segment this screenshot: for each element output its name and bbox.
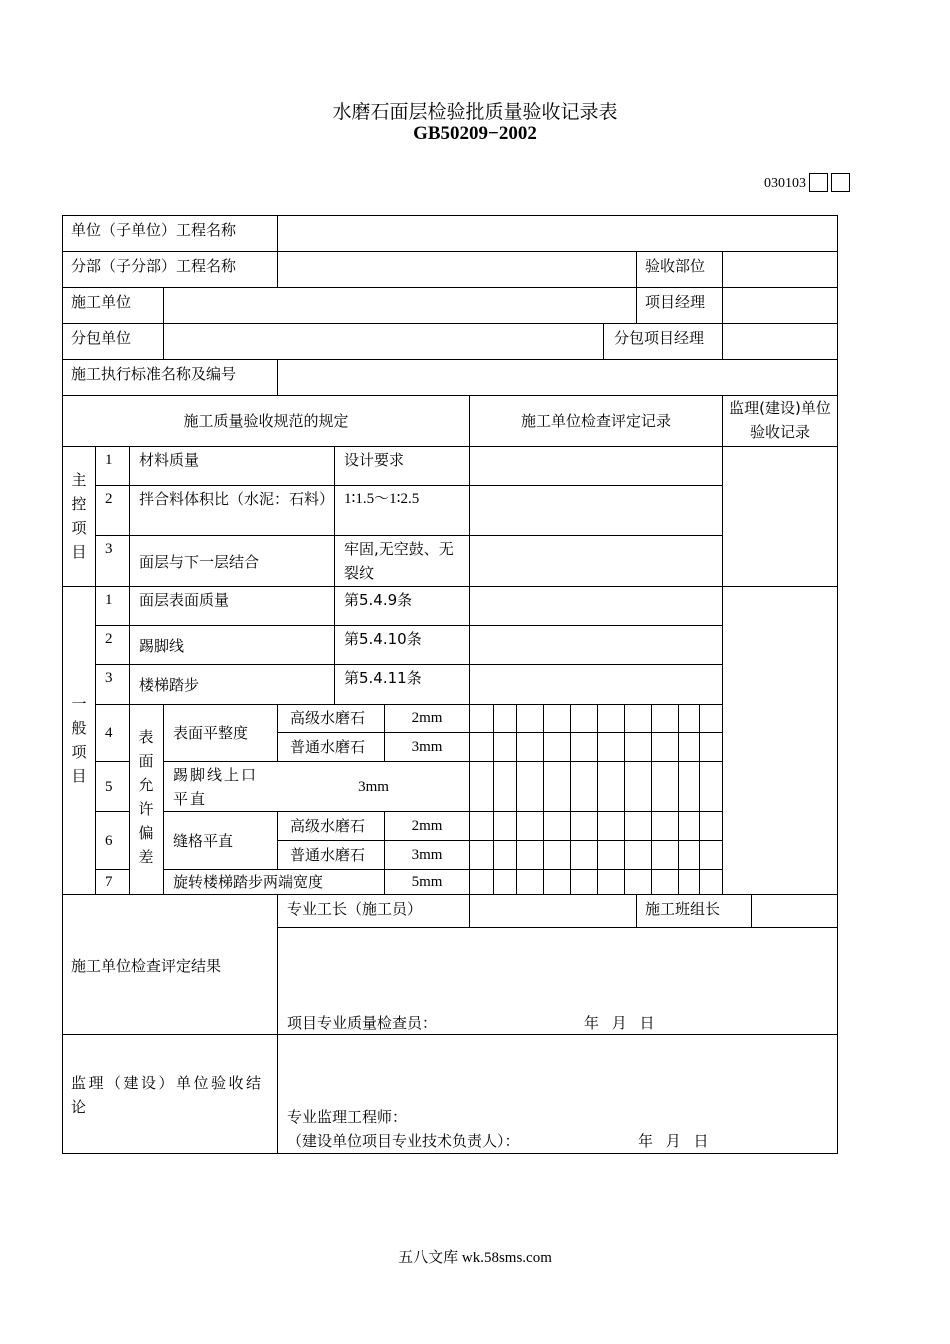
main-row-1-req: 设计要求 <box>344 451 405 469</box>
form-code-box-2[interactable] <box>831 173 850 192</box>
form-code-number: 030103 <box>764 176 806 191</box>
skirting-value: 3mm <box>358 779 389 795</box>
joint-high-grade: 高级水磨石 <box>290 817 366 835</box>
page-title: 水磨石面层检验批质量验收记录表 <box>332 101 618 123</box>
unit-project-label: 单位（子单位）工程名称 <box>71 221 237 239</box>
main-row-2-no: 2 <box>105 491 113 507</box>
main-items-group-label: 主控项目 <box>71 471 87 561</box>
flatness-normal-value: 3mm <box>411 739 443 755</box>
flatness-high-grade: 高级水磨石 <box>290 709 366 727</box>
joint-normal-value: 3mm <box>411 847 443 863</box>
main-row-2-req: 1∶1.5～1∶2.5 <box>344 491 420 507</box>
stair-width-label: 旋转楼梯踏步两端宽度 <box>173 873 324 891</box>
quality-inspector-label: 项目专业质量检查员： <box>287 1014 438 1032</box>
spec-column-header: 施工质量验收规范的规定 <box>183 412 349 430</box>
general-row-1-name: 面层表面质量 <box>139 591 230 609</box>
check-result-label: 施工单位检查评定结果 <box>71 957 222 975</box>
form-code <box>764 173 850 192</box>
acceptance-part-label: 验收部位 <box>645 257 706 275</box>
main-row-2-name: 拌合料体积比（水泥：石料） <box>139 490 335 508</box>
subcontract-manager-label: 分包项目经理 <box>614 329 705 347</box>
flatness-normal-grade: 普通水磨石 <box>290 738 366 756</box>
tolerance-row-5-no: 5 <box>105 779 113 795</box>
standard-code: GB50209−2002 <box>413 123 537 144</box>
team-leader-label: 施工班组长 <box>645 900 721 918</box>
flatness-high-value: 2mm <box>411 710 443 726</box>
general-row-1-req: 第5.4.9条 <box>344 591 413 609</box>
main-row-3-name: 面层与下一层结合 <box>139 553 260 571</box>
skirting-label: 踢脚线上口平直 <box>173 766 259 808</box>
project-manager-label: 项目经理 <box>645 293 706 311</box>
general-row-2-req: 第5.4.10条 <box>344 630 422 648</box>
tolerance-row-4-no: 4 <box>105 725 113 741</box>
foreman-label: 专业工长（施工员） <box>287 900 423 918</box>
main-row-1-no: 1 <box>105 452 113 468</box>
general-row-3-no: 3 <box>105 670 113 686</box>
tolerance-group-label: 表面允许偏差 <box>138 728 154 866</box>
joint-label: 缝格平直 <box>173 832 234 850</box>
general-row-2-no: 2 <box>105 631 113 647</box>
joint-normal-grade: 普通水磨石 <box>290 846 366 864</box>
check-record-column-header: 施工单位检查评定记录 <box>520 412 671 430</box>
tolerance-row-6-no: 6 <box>105 833 113 849</box>
stair-width-value: 5mm <box>411 874 443 890</box>
result-date: 年 月 日 <box>584 1014 655 1032</box>
general-row-3-req: 第5.4.11条 <box>344 669 422 687</box>
main-row-1-name: 材料质量 <box>139 451 200 469</box>
general-row-2-name: 踢脚线 <box>139 637 185 655</box>
standard-name-label: 施工执行标准名称及编号 <box>71 365 237 383</box>
subcontract-unit-label: 分包单位 <box>71 329 132 347</box>
conclusion-label: 监理（建设）单位验收结论 <box>71 1074 264 1116</box>
form-code-box-1[interactable] <box>809 173 828 192</box>
owner-representative-label: （建设单位项目专业技术负责人）： <box>287 1132 520 1150</box>
main-row-3-req: 牢固,无空鼓、无裂纹 <box>344 540 454 582</box>
flatness-label: 表面平整度 <box>173 724 249 742</box>
general-row-1-no: 1 <box>105 592 113 608</box>
joint-high-value: 2mm <box>411 818 443 834</box>
general-row-3-name: 楼梯踏步 <box>139 676 200 694</box>
sub-project-label: 分部（子分部）工程名称 <box>71 257 237 275</box>
supervision-engineer-label: 专业监理工程师： <box>287 1108 408 1126</box>
supervision-column-header: 监理(建设)单位验收记录 <box>729 399 831 441</box>
main-row-3-no: 3 <box>105 541 113 557</box>
footer-watermark: 五八文库 wk.58sms.com <box>398 1250 552 1266</box>
tolerance-row-7-no: 7 <box>105 874 113 890</box>
construction-unit-label: 施工单位 <box>71 293 132 311</box>
general-items-group-label: 一般项目 <box>71 695 87 785</box>
conclusion-date: 年 月 日 <box>638 1132 709 1150</box>
